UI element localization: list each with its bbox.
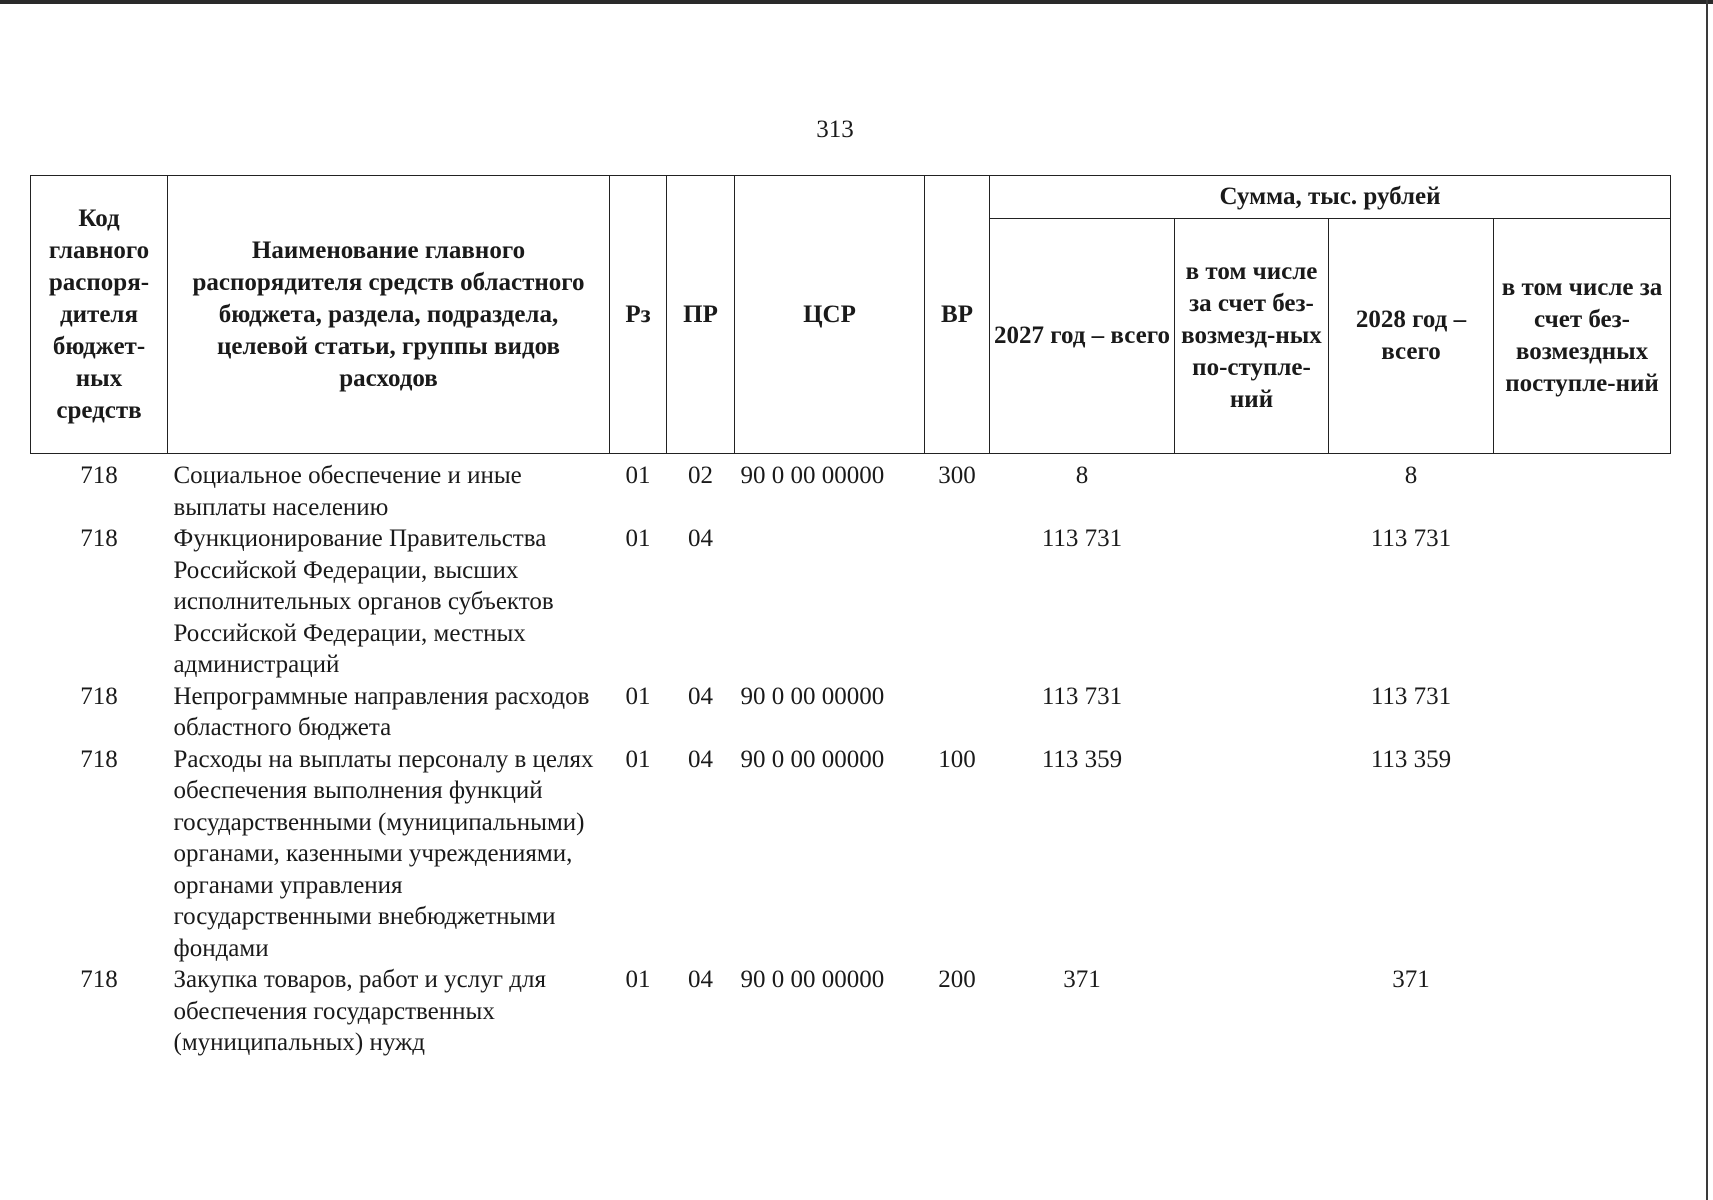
header-sum: Сумма, тыс. рублей (990, 176, 1671, 219)
cell-csr: 90 0 00 00000 (740, 682, 885, 710)
cell-pr: 04 (688, 745, 713, 773)
header-2028-free: в том числе за счет без-возмездных поступле-ний (1494, 219, 1671, 454)
cell-pr: 04 (688, 966, 713, 993)
cell-pr: 02 (688, 462, 713, 489)
cell-rz: 01 (625, 682, 651, 710)
cell-pr: 04 (688, 682, 713, 710)
cell-2027-total: 113 731 (1041, 682, 1123, 710)
table-body (31, 454, 1671, 1059)
cell-code: 718 (80, 682, 118, 710)
cell-vr (925, 681, 990, 744)
cell-pr: 04 (688, 525, 713, 552)
cell-rz: 01 (625, 525, 651, 552)
cell-vr (925, 523, 990, 681)
cell-2027-free (1175, 681, 1329, 744)
cell-2028-free (1494, 681, 1671, 744)
cell-2028-total: 8 (1404, 462, 1418, 489)
cell-rz: 01 (625, 966, 651, 993)
cell-2028-free (1494, 744, 1671, 965)
cell-name: Социальное обеспечение и иные выплаты населению (173, 462, 522, 521)
cell-2028-total: 113 731 (1370, 682, 1452, 710)
cell-csr: 90 0 00 00000 (740, 966, 885, 993)
cell-2027-total: 113 731 (1041, 525, 1123, 552)
cell-code: 718 (80, 745, 118, 773)
header-rz: Рз (610, 176, 667, 454)
cell-code: 718 (80, 462, 118, 489)
top-border-line (0, 0, 1713, 4)
cell-2027-free (1175, 744, 1329, 965)
cell-2028-total: 113 731 (1370, 525, 1452, 552)
cell-code: 718 (80, 966, 118, 993)
header-2027-free: в том числе за счет без-возмезд-ных по-ступле-ний (1175, 219, 1329, 454)
cell-rz: 01 (625, 745, 651, 773)
cell-name: Расходы на выплаты персоналу в целях обеспечения выполнения функций государственными (муниципальными) органами, казенными учреждениями, органами управления государственными внебюджетными фондами (173, 745, 594, 962)
cell-2028-free (1494, 523, 1671, 681)
cell-2027-free (1175, 523, 1329, 681)
table-row (31, 744, 1671, 965)
header-2027-total: 2027 год – всего (990, 219, 1175, 454)
cell-2027-total: 8 (1075, 462, 1089, 489)
table-header (31, 176, 1671, 454)
table-row (31, 681, 1671, 744)
cell-csr (735, 523, 925, 681)
cell-2027-total: 113 359 (1041, 745, 1123, 773)
cell-vr: 100 (938, 745, 976, 773)
table-row (31, 964, 1671, 1059)
header-2028-total: 2028 год – всего (1329, 219, 1494, 454)
cell-2027-total: 371 (1063, 966, 1101, 993)
header-row-top (31, 176, 1671, 219)
cell-2027-free (1175, 964, 1329, 1059)
cell-rz: 01 (625, 462, 651, 489)
cell-csr: 90 0 00 00000 (740, 745, 885, 773)
cell-2028-free (1494, 454, 1671, 524)
budget-table (30, 175, 1671, 1059)
page-number: 313 (816, 116, 854, 143)
cell-2027-free (1175, 454, 1329, 524)
cell-2028-free (1494, 964, 1671, 1059)
table-row (31, 523, 1671, 681)
cell-2028-total: 113 359 (1370, 745, 1452, 773)
header-name: Наименование главного распорядителя средств областного бюджета, раздела, подраздела, целевой статьи, группы видов расходов (168, 176, 610, 454)
header-pr: ПР (667, 176, 735, 454)
cell-code: 718 (80, 525, 118, 552)
header-code: Код главного распоря-дителя бюджет-ных средств (31, 176, 168, 454)
header-vr: ВР (925, 176, 990, 454)
cell-vr: 200 (938, 966, 976, 993)
cell-name: Непрограммные направления расходов областного бюджета (173, 682, 590, 741)
cell-name: Закупка товаров, работ и услуг для обеспечения государственных (муниципальных) нужд (173, 966, 546, 1056)
right-border-line (1706, 0, 1708, 1200)
table-row (31, 454, 1671, 524)
header-csr: ЦСР (735, 176, 925, 454)
cell-name: Функционирование Правительства Российской Федерации, высших исполнительных органов субъектов Российской Федерации, местных администраций (173, 525, 554, 678)
cell-2028-total: 371 (1392, 966, 1430, 993)
cell-vr: 300 (938, 462, 976, 489)
cell-csr: 90 0 00 00000 (740, 462, 885, 489)
